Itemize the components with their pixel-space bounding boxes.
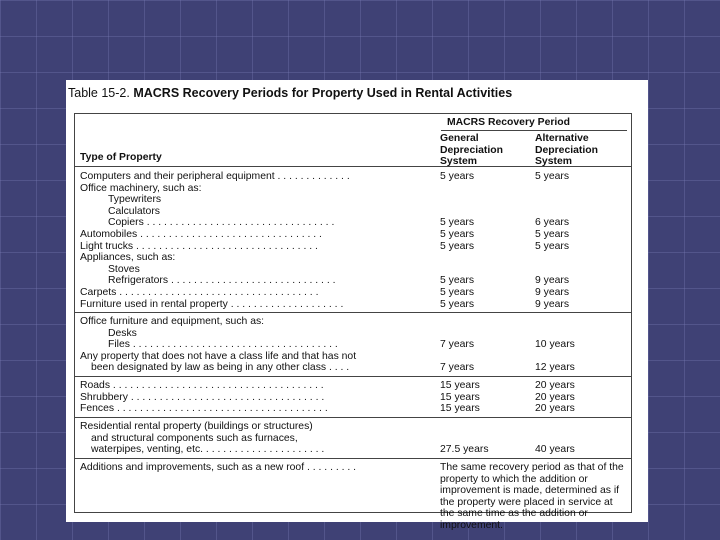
macrs-table	[74, 113, 632, 531]
header-divider	[75, 166, 631, 167]
table-row: Shrubbery . . . . . . . . . . . . . . . . . . . . . . . . . . . . . . . . . . 15 years 20 years	[80, 391, 575, 403]
table-row: Desks	[108, 327, 137, 339]
table-number: Table 15-2.	[68, 86, 130, 100]
table-row: Roads . . . . . . . . . . . . . . . . . . . . . . . . . . . . . . . . . . . . . 15 years 20 years	[80, 380, 575, 391]
header-rule	[441, 130, 627, 131]
table-row: Refrigerators . . . . . . . . . . . . . . . . . . . . . . . . . . . . . 5 years 9 years	[108, 275, 570, 287]
addition-recovery-text: The same recovery period as that of the property to which the addition or improvement is made, determined as if the property were placed in service at the same time as the addition or improvement.	[440, 462, 624, 531]
table-row: Files . . . . . . . . . . . . . . . . . . . . . . . . . . . . . . . . . . . . 7 years 10 years	[108, 339, 575, 351]
slide-content	[66, 80, 648, 531]
header-gds: General Depreciation System	[440, 133, 503, 168]
table-row: Stoves	[108, 263, 140, 275]
header-type: Type of Property	[80, 152, 162, 163]
row-divider	[75, 417, 631, 418]
header-macrs: MACRS Recovery Period	[447, 117, 570, 128]
table-row: waterpipes, venting, etc. . . . . . . . . . . . . . . . . . . . . . 27.5 years 40 years	[91, 444, 575, 456]
table-row: Additions and improvements, such as a new roof . . . . . . . . .	[80, 462, 357, 473]
table-row: Furniture used in rental property . . . . . . . . . . . . . . . . . . . . 5 years 9 years	[80, 298, 570, 310]
table-title	[68, 86, 646, 100]
table-row: Computers and their peripheral equipment . . . . . . . . . . . . . 5 years 5 years	[80, 171, 570, 182]
table-title-text: MACRS Recovery Periods for Property Used in Rental Activities	[133, 86, 513, 100]
table-row: Fences . . . . . . . . . . . . . . . . . . . . . . . . . . . . . . . . . . . . . 15 years 20 years	[80, 403, 575, 415]
table-row: Office machinery, such as:	[80, 182, 202, 194]
table-row: Carpets . . . . . . . . . . . . . . . . . . . . . . . . . . . . . . . . . . . 5 years 9 years	[80, 287, 570, 298]
table-row: Copiers . . . . . . . . . . . . . . . . . . . . . . . . . . . . . . . . . 5 years 6 years	[108, 217, 570, 229]
table-row: Automobiles . . . . . . . . . . . . . . . . . . . . . . . . . . . . . . . . 5 years 5 years	[80, 229, 570, 240]
table-row: Typewriters	[108, 194, 162, 206]
table-row: Residential rental property (buildings or structures)	[80, 421, 313, 432]
table-row: Any property that does not have a class life and that has not	[80, 350, 357, 362]
table-row: Office furniture and equipment, such as:	[80, 316, 265, 327]
row-divider	[75, 376, 631, 377]
table-row: Light trucks . . . . . . . . . . . . . . . . . . . . . . . . . . . . . . . . 5 years 5 years	[80, 240, 570, 252]
table-row: and structural components such as furnaces,	[91, 432, 298, 444]
row-divider	[75, 458, 631, 459]
header-ads: Alternative Depreciation System	[535, 133, 598, 168]
table-row: Appliances, such as:	[80, 252, 176, 264]
row-divider	[75, 312, 631, 313]
table-row: been designated by law as being in any other class . . . . 7 years 12 years	[91, 362, 575, 374]
table-row: Calculators	[108, 205, 160, 217]
